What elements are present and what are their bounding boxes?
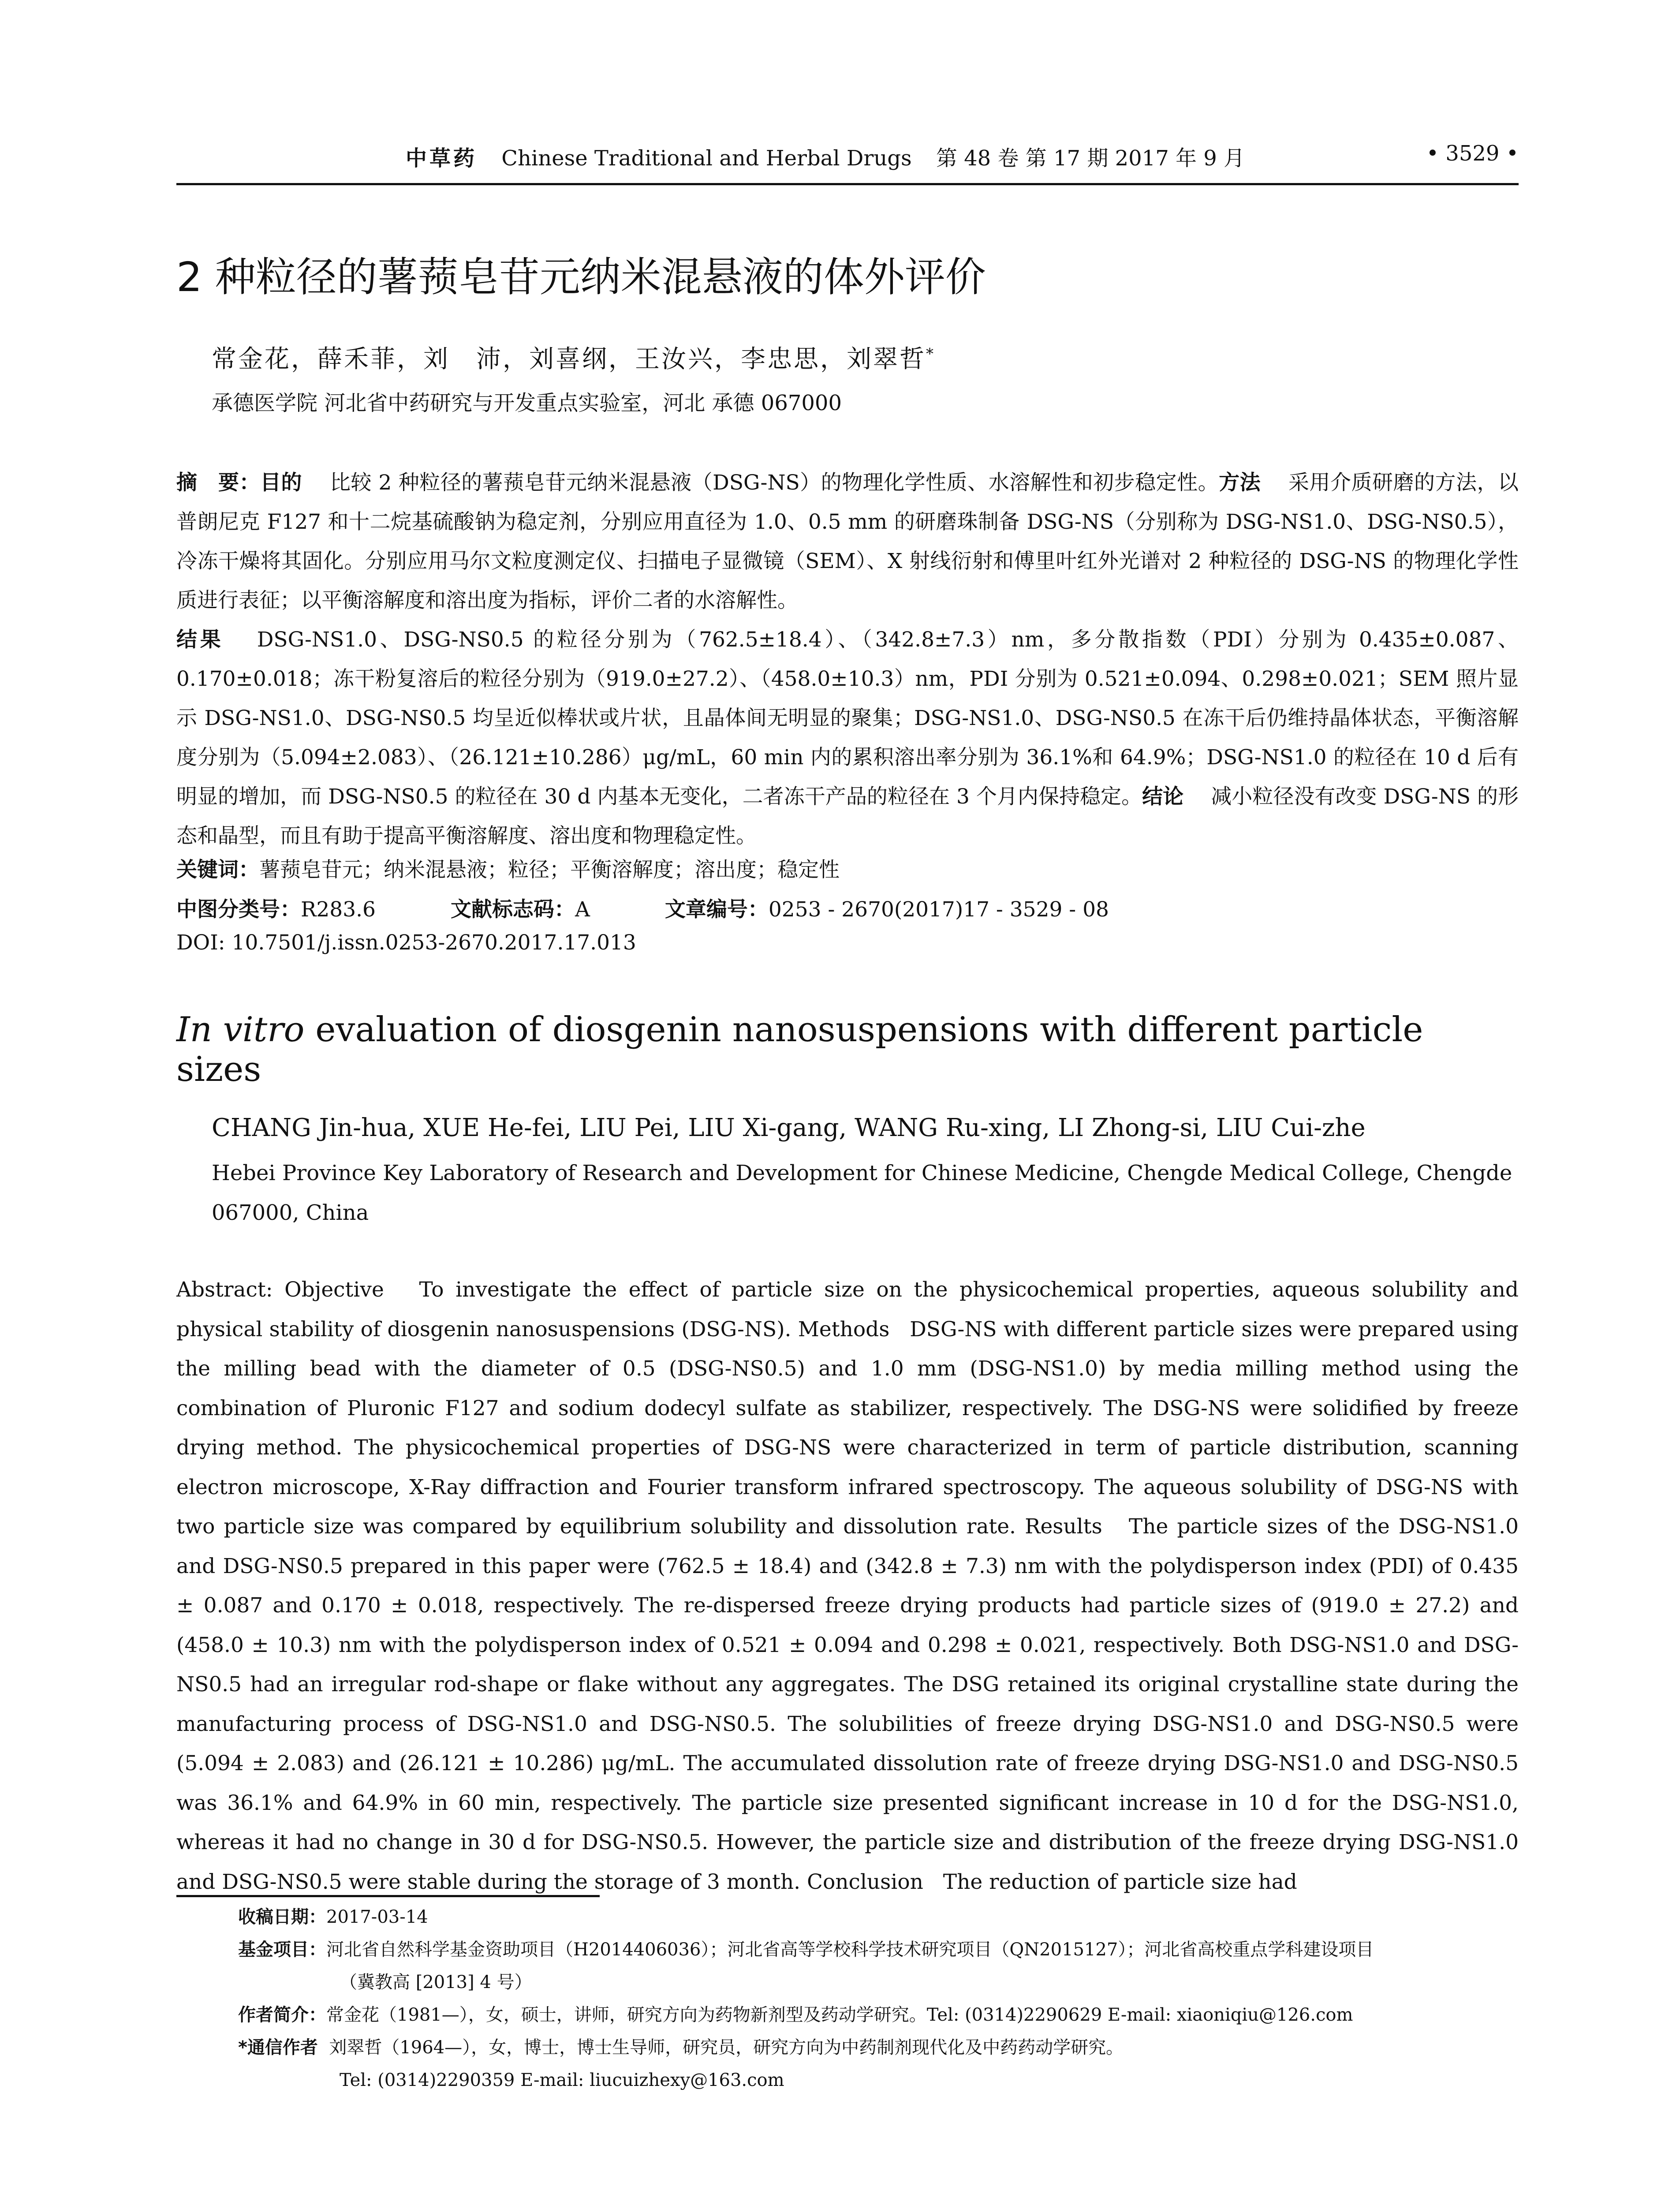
doc-code-value: A xyxy=(575,897,590,922)
issue-info: 第 48 卷 第 17 期 2017 年 9 月 xyxy=(936,146,1245,171)
conclusion-label-cn: 结论 xyxy=(1142,785,1184,809)
title-en-rest: evaluation of diosgenin nanosuspensions with different particle sizes xyxy=(176,1010,1423,1089)
conclusion-en: The reduction of particle size had xyxy=(943,1869,1297,1894)
corr-label: *通信作者 xyxy=(238,2037,318,2058)
article-no-label: 文章编号： xyxy=(665,897,769,922)
corr-text: 刘翠哲（1964—），女，博士，博士生导师，研究员，研究方向为中药制剂现代化及中药药动学研究。 xyxy=(329,2037,1124,2058)
fund-label: 基金项目： xyxy=(238,1940,326,1960)
classification-line xyxy=(176,893,1519,923)
abstract-label-cn: 摘 要： xyxy=(176,471,260,495)
title-en xyxy=(176,1010,1519,1089)
corr-contact: Tel: (0314)2290359 E-mail: liucuizhexy@163.com xyxy=(340,2070,784,2090)
abstract-cn xyxy=(176,463,1519,856)
keywords-text: 薯蓣皂苷元；纳米混悬液；粒径；平衡溶解度；溶出度；稳定性 xyxy=(259,858,840,882)
keywords-cn xyxy=(176,853,1519,883)
header-journal xyxy=(406,141,1245,172)
doi: DOI: 10.7501/j.issn.0253-2670.2017.17.013 xyxy=(176,931,636,955)
methods-label-cn: 方法 xyxy=(1219,471,1261,495)
objective-cn: 比较 2 种粒径的薯蓣皂苷元纳米混悬液（DSG-NS）的物理化学性质、水溶解性和初步稳定性。 xyxy=(329,471,1219,495)
authors-cn xyxy=(212,340,935,375)
conclusion-label-en: Conclusion xyxy=(807,1869,923,1894)
results-cn: DSG-NS1.0、DSG-NS0.5 的粒径分别为（762.5±18.4）、（342.8±7.3）nm，多分散指数（PDI）分别为 0.435±0.087、0.170±0.018；冻干粉复溶后的粒径分别为（919.0±27.2）、（458.0±10.3）nm，PDI 分别为 0.521±0.094、0.298±0.021；SEM 照片显示 DSG-NS1.0、DSG-NS0.5 均呈近似棒状或片状，且晶体间无明显的聚集；DSG-NS1.0、DSG-NS0.5 在冻干后仍维持晶体状态，平衡溶解度分别为（5.094±2.083）、（26.121±10.286）μg/mL，60 min 内的累积溶出率分别为 36.1%和 64.9%；DSG-NS1.0 的粒径在 10 d 后有明显的增加，而 DSG-NS0.5 的粒径在 30 d 内基本无变化，二者冻干产品的粒径在 3 个月内保持稳定。 xyxy=(176,628,1519,809)
methods-en: DSG-NS with different particle sizes were prepared using the milling bead with the diameter of 0.5 (DSG-NS0.5) and 1.0 mm (DSG-NS1.0) by media milling method using the combination of Pluronic F127 and sodium dodecyl sulfate as stabilizer, respectively. The DSG-NS were solidified by freeze drying method. The physicochemical properties of DSG-NS were characterized in term of particle distribution, scanning electron microscope, X-Ray diffraction and Fourier transform infrared spectroscopy. The aqueous solubility of DSG-NS with two particle size was compared by equilibrium solubility and dissolution rate. xyxy=(176,1317,1519,1539)
title-en-italic: In vitro xyxy=(176,1010,305,1050)
author-text: 常金花（1981—），女，硕士，讲师，研究方向为药物新剂型及药动学研究。Tel: (0314)2290629 E-mail: xiaoniqiu@126.com xyxy=(326,2005,1353,2025)
fund-text: 河北省自然科学基金资助项目（H2014406036）；河北省高等学校科学技术研究项目（QN2015127）；河北省高校重点学科建设项目 xyxy=(326,1940,1374,1960)
methods-label-en: Methods xyxy=(798,1317,890,1342)
footnote-author xyxy=(238,1999,1519,2031)
journal-name-en: Chinese Traditional and Herbal Drugs xyxy=(501,146,912,171)
page-number: • 3529 • xyxy=(1426,141,1519,166)
article-no-value: 0253 - 2670(2017)17 - 3529 - 08 xyxy=(768,897,1109,922)
title-cn: 2 种粒径的薯蓣皂苷元纳米混悬液的体外评价 xyxy=(176,254,986,301)
author-list-cn: 常金花，薛禾菲，刘 沛，刘喜纲，王汝兴，李忠思，刘翠哲 xyxy=(212,345,926,374)
footnote-correspondence xyxy=(238,2031,1519,2097)
results-label-en: Results xyxy=(1025,1514,1102,1539)
footnote-received xyxy=(238,1901,1519,1933)
abstract-label-en: Abstract: Objective xyxy=(176,1278,384,1302)
clc-label: 中图分类号： xyxy=(176,897,301,922)
footnote-fund xyxy=(238,1933,1519,1999)
objective-label-cn: 目的 xyxy=(260,471,302,495)
authors-en: CHANG Jin-hua, XUE He-fei, LIU Pei, LIU Xi-gang, WANG Ru-xing, LI Zhong-si, LIU Cui-zhe xyxy=(212,1114,1366,1142)
author-label: 作者简介： xyxy=(238,2005,326,2025)
conclusion-cn: 减小粒径没有改变 DSG-NS 的形态和晶型，而且有助于提高平衡溶解度、溶出度和物理稳定性。 xyxy=(176,785,1519,848)
objective-en: To investigate the effect of particle size on the physicochemical properties, aqueous solubility and physical stability of diosgenin nanosuspensions (DSG-NS). xyxy=(176,1278,1519,1342)
running-header xyxy=(176,135,1519,185)
keywords-label: 关键词： xyxy=(176,858,259,882)
affiliation-en: Hebei Province Key Laboratory of Research and Development for Chinese Medicine, Chengde Medical College, Chengde 067000, China xyxy=(212,1161,1512,1225)
doc-code-label: 文献标志码： xyxy=(450,897,575,922)
clc-value: R283.6 xyxy=(301,897,376,922)
abstract-en xyxy=(176,1270,1519,1902)
footnote-divider xyxy=(176,1895,600,1897)
received-date: 2017-03-14 xyxy=(326,1907,428,1927)
journal-name-cn: 中草药 xyxy=(406,146,478,171)
methods-cn: 采用介质研磨的方法，以普朗尼克 F127 和十二烷基硫酸钠为稳定剂，分别应用直径为 1.0、0.5 mm 的研磨珠制备 DSG-NS（分别称为 DSG-NS1.0、DSG-NS0.5），冷冻干燥将其固化。分别应用马尔文粒度测定仪、扫描电子显微镜（SEM）、X 射线衍射和傅里叶红外光谱对 2 种粒径的 DSG-NS 的物理化学性质进行表征；以平衡溶解度和溶出度为指标，评价二者的水溶解性。 xyxy=(176,471,1519,613)
results-en: The particle sizes of the DSG-NS1.0 and DSG-NS0.5 prepared in this paper were (762.5 ± 18.4) and (342.8 ± 7.3) nm with the polydisperson index (PDI) of 0.435 ± 0.087 and 0.170 ± 0.018, respectively. The re-dispersed freeze drying products had particle sizes of (919.0 ± 27.2) and (458.0 ± 10.3) nm with the polydisperson index of 0.521 ± 0.094 and 0.298 ± 0.021, respectively. Both DSG-NS1.0 and DSG-NS0.5 had an irregular rod-shape or flake without any aggregates. The DSG retained its original crystalline state during the manufacturing process of DSG-NS1.0 and DSG-NS0.5. The solubilities of freeze drying DSG-NS1.0 and DSG-NS0.5 were (5.094 ± 2.083) and (26.121 ± 10.286) μg/mL. The accumulated dissolution rate of freeze drying DSG-NS1.0 and DSG-NS0.5 was 36.1% and 64.9% in 60 min, respectively. The particle size presented significant increase in 10 d for the DSG-NS1.0, whereas it had no change in 30 d for DSG-NS0.5. However, the particle size and distribution of the freeze drying DSG-NS1.0 and DSG-NS0.5 were stable during the storage of 3 month. xyxy=(176,1514,1519,1894)
affiliation-cn: 承德医学院 河北省中药研究与开发重点实验室，河北 承德 067000 xyxy=(212,391,842,415)
fund-text-cont: （冀教高 [2013] 4 号） xyxy=(340,1972,532,1992)
results-label-cn: 结果 xyxy=(176,628,224,652)
received-label: 收稿日期： xyxy=(238,1907,326,1927)
corresponding-mark: * xyxy=(926,345,935,363)
